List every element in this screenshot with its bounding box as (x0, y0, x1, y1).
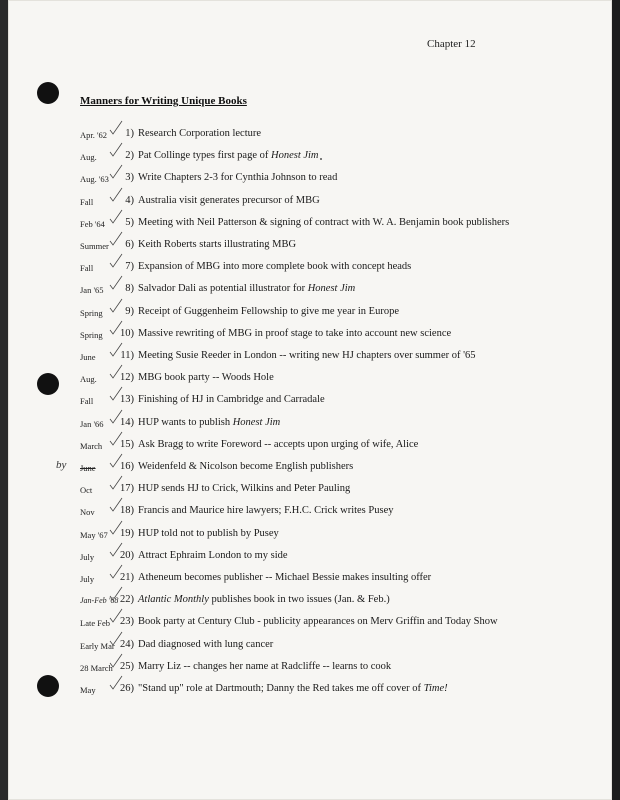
item-text: Write Chapters 2-3 for Cynthia Johnson to read (138, 172, 338, 184)
list-item (8, 150, 608, 166)
item-text: "Stand up" role at Dartmouth; Danny the Red takes me off cover of Time! (138, 683, 448, 694)
item-date: Fall (80, 396, 94, 407)
list-item (8, 594, 608, 610)
item-text: Australia visit generates precursor of MBG (138, 194, 320, 206)
item-date: 28 March (80, 662, 113, 673)
margin-handwritten-note: by (56, 459, 67, 471)
item-number: 8) (125, 283, 134, 295)
list-item (8, 572, 608, 588)
item-date: Summer (80, 241, 109, 251)
item-text: Marry Liz -- changes her name at Radcliffe -- learns to cook (138, 660, 392, 672)
item-date: July (80, 574, 95, 584)
item-text: Receipt of Guggenheim Fellowship to give me year in Europe (138, 305, 399, 317)
list-item (8, 261, 608, 277)
list-item (8, 683, 608, 699)
item-text: Book party at Century Club - publicity appearances on Merv Griffin and Today Show (138, 616, 498, 628)
list-item (8, 283, 608, 299)
list-item (8, 195, 608, 211)
list-item (8, 528, 608, 544)
item-text: HUP told not to publish by Pusey (138, 527, 279, 539)
item-number: 10) (120, 327, 134, 339)
item-text: Finishing of HJ in Cambridge and Carradale (138, 394, 325, 406)
item-text: HUP wants to publish Honest Jim (138, 416, 281, 428)
list-item (8, 328, 608, 344)
item-text: Keith Roberts starts illustrating MBG (138, 239, 297, 250)
item-date: July (80, 551, 95, 562)
item-date: March (80, 440, 103, 451)
list-item (8, 128, 608, 144)
item-date: June (80, 463, 96, 473)
list-item (8, 505, 608, 521)
item-number: 19) (120, 527, 134, 539)
item-text: Meeting Susie Reeder in London -- writing new HJ chapters over summer of '65 (138, 350, 476, 361)
item-italic-text: Honest Jim (307, 283, 356, 295)
item-text: Atheneum becomes publisher -- Michael Bessie makes insulting offer (138, 572, 432, 583)
list-item (8, 417, 608, 433)
item-date: Early Mar (80, 640, 115, 651)
item-date: Apr. '62 (80, 130, 108, 140)
list-item (8, 616, 608, 632)
punch-hole-middle (37, 373, 59, 395)
item-date: Nov (80, 507, 95, 518)
item-number: 11) (120, 350, 134, 361)
document-page (8, 0, 612, 800)
item-date: Jan-Feb '68 (80, 596, 119, 606)
list-item (8, 372, 608, 388)
item-number: 20) (120, 549, 134, 561)
item-text: Meeting with Neil Patterson & signing of contract with W. A. Benjamin book publishers (138, 216, 510, 228)
item-number: 16) (120, 461, 134, 472)
item-date: Feb '64 (80, 218, 105, 229)
item-number: 5) (125, 216, 134, 228)
item-number: 9) (125, 305, 134, 317)
item-italic-text: Honest Jim (270, 150, 319, 162)
list-item (8, 350, 608, 366)
item-text: MBG book party -- Woods Hole (138, 372, 274, 384)
item-number: 15) (120, 438, 134, 450)
item-date: May '67 (80, 529, 108, 540)
item-text: Dad diagnosed with lung cancer (138, 638, 274, 650)
list-item (8, 550, 608, 566)
item-date: Fall (80, 196, 94, 207)
item-text: Expansion of MBG into more complete book with concept heads (138, 261, 412, 273)
item-number: 13) (120, 394, 134, 406)
item-date: Late Feb (80, 618, 110, 629)
item-text: Weidenfeld & Nicolson become English publishers (138, 461, 354, 472)
item-text: Ask Bragg to write Foreword -- accepts upon urging of wife, Alice (138, 438, 419, 450)
item-text: Atlantic Monthly publishes book in two issues (Jan. & Feb.) (138, 594, 390, 606)
item-number: 24) (120, 638, 134, 650)
list-item (8, 483, 608, 499)
item-date: Jan '65 (80, 285, 104, 296)
item-number: 4) (125, 194, 134, 206)
item-date: Aug. '63 (80, 174, 109, 185)
item-text: Francis and Maurice hire lawyers; F.H.C. Crick writes Pusey (138, 505, 394, 517)
page-edge (612, 0, 620, 800)
item-number: 22) (120, 594, 134, 606)
item-date: June (80, 352, 96, 362)
item-date: Aug. (80, 374, 97, 385)
list-item (8, 461, 608, 477)
item-date: May (80, 685, 96, 695)
stray-mark (320, 158, 322, 160)
item-number: 23) (120, 616, 134, 628)
item-text: Research Corporation lecture (138, 128, 262, 139)
list-item (8, 639, 608, 655)
list-title: Manners for Writing Unique Books (80, 95, 247, 107)
list-item (8, 394, 608, 410)
item-number: 25) (120, 660, 134, 672)
punch-hole-bottom (37, 675, 59, 697)
punch-hole-top (37, 82, 59, 104)
item-text: Attract Ephraim London to my side (138, 549, 288, 561)
item-number: 17) (120, 483, 134, 495)
chapter-header: Chapter 12 (427, 38, 476, 50)
item-date: Spring (80, 307, 103, 318)
item-number: 26) (120, 683, 134, 694)
item-italic-text: Honest Jim (232, 416, 281, 428)
item-text: Massive rewriting of MBG in proof stage to take into account new science (138, 327, 452, 339)
item-italic-text: Atlantic Monthly (138, 594, 209, 606)
item-date: Jan '66 (80, 418, 104, 429)
list-item (8, 172, 608, 188)
list-item (8, 239, 608, 255)
list-item (8, 217, 608, 233)
list-item (8, 661, 608, 677)
item-text: Pat Collinge types first page of Honest Jim (138, 150, 319, 162)
item-number: 21) (120, 572, 134, 583)
item-italic-text: Time! (423, 683, 448, 694)
item-number: 1) (125, 128, 134, 139)
item-number: 2) (125, 150, 134, 162)
list-item (8, 306, 608, 322)
list-item (8, 439, 608, 455)
item-number: 14) (120, 416, 134, 428)
item-date: Aug. (80, 152, 97, 163)
item-number: 12) (120, 372, 134, 384)
item-number: 3) (125, 172, 134, 184)
item-date: Spring (80, 329, 103, 340)
item-number: 7) (125, 261, 134, 273)
item-number: 6) (125, 239, 134, 250)
item-text: Salvador Dali as potential illustrator for Honest Jim (138, 283, 356, 295)
item-text: HUP sends HJ to Crick, Wilkins and Peter Pauling (138, 483, 351, 495)
item-date: Fall (80, 263, 94, 274)
item-number: 18) (120, 505, 134, 517)
item-date: Oct (80, 485, 93, 496)
